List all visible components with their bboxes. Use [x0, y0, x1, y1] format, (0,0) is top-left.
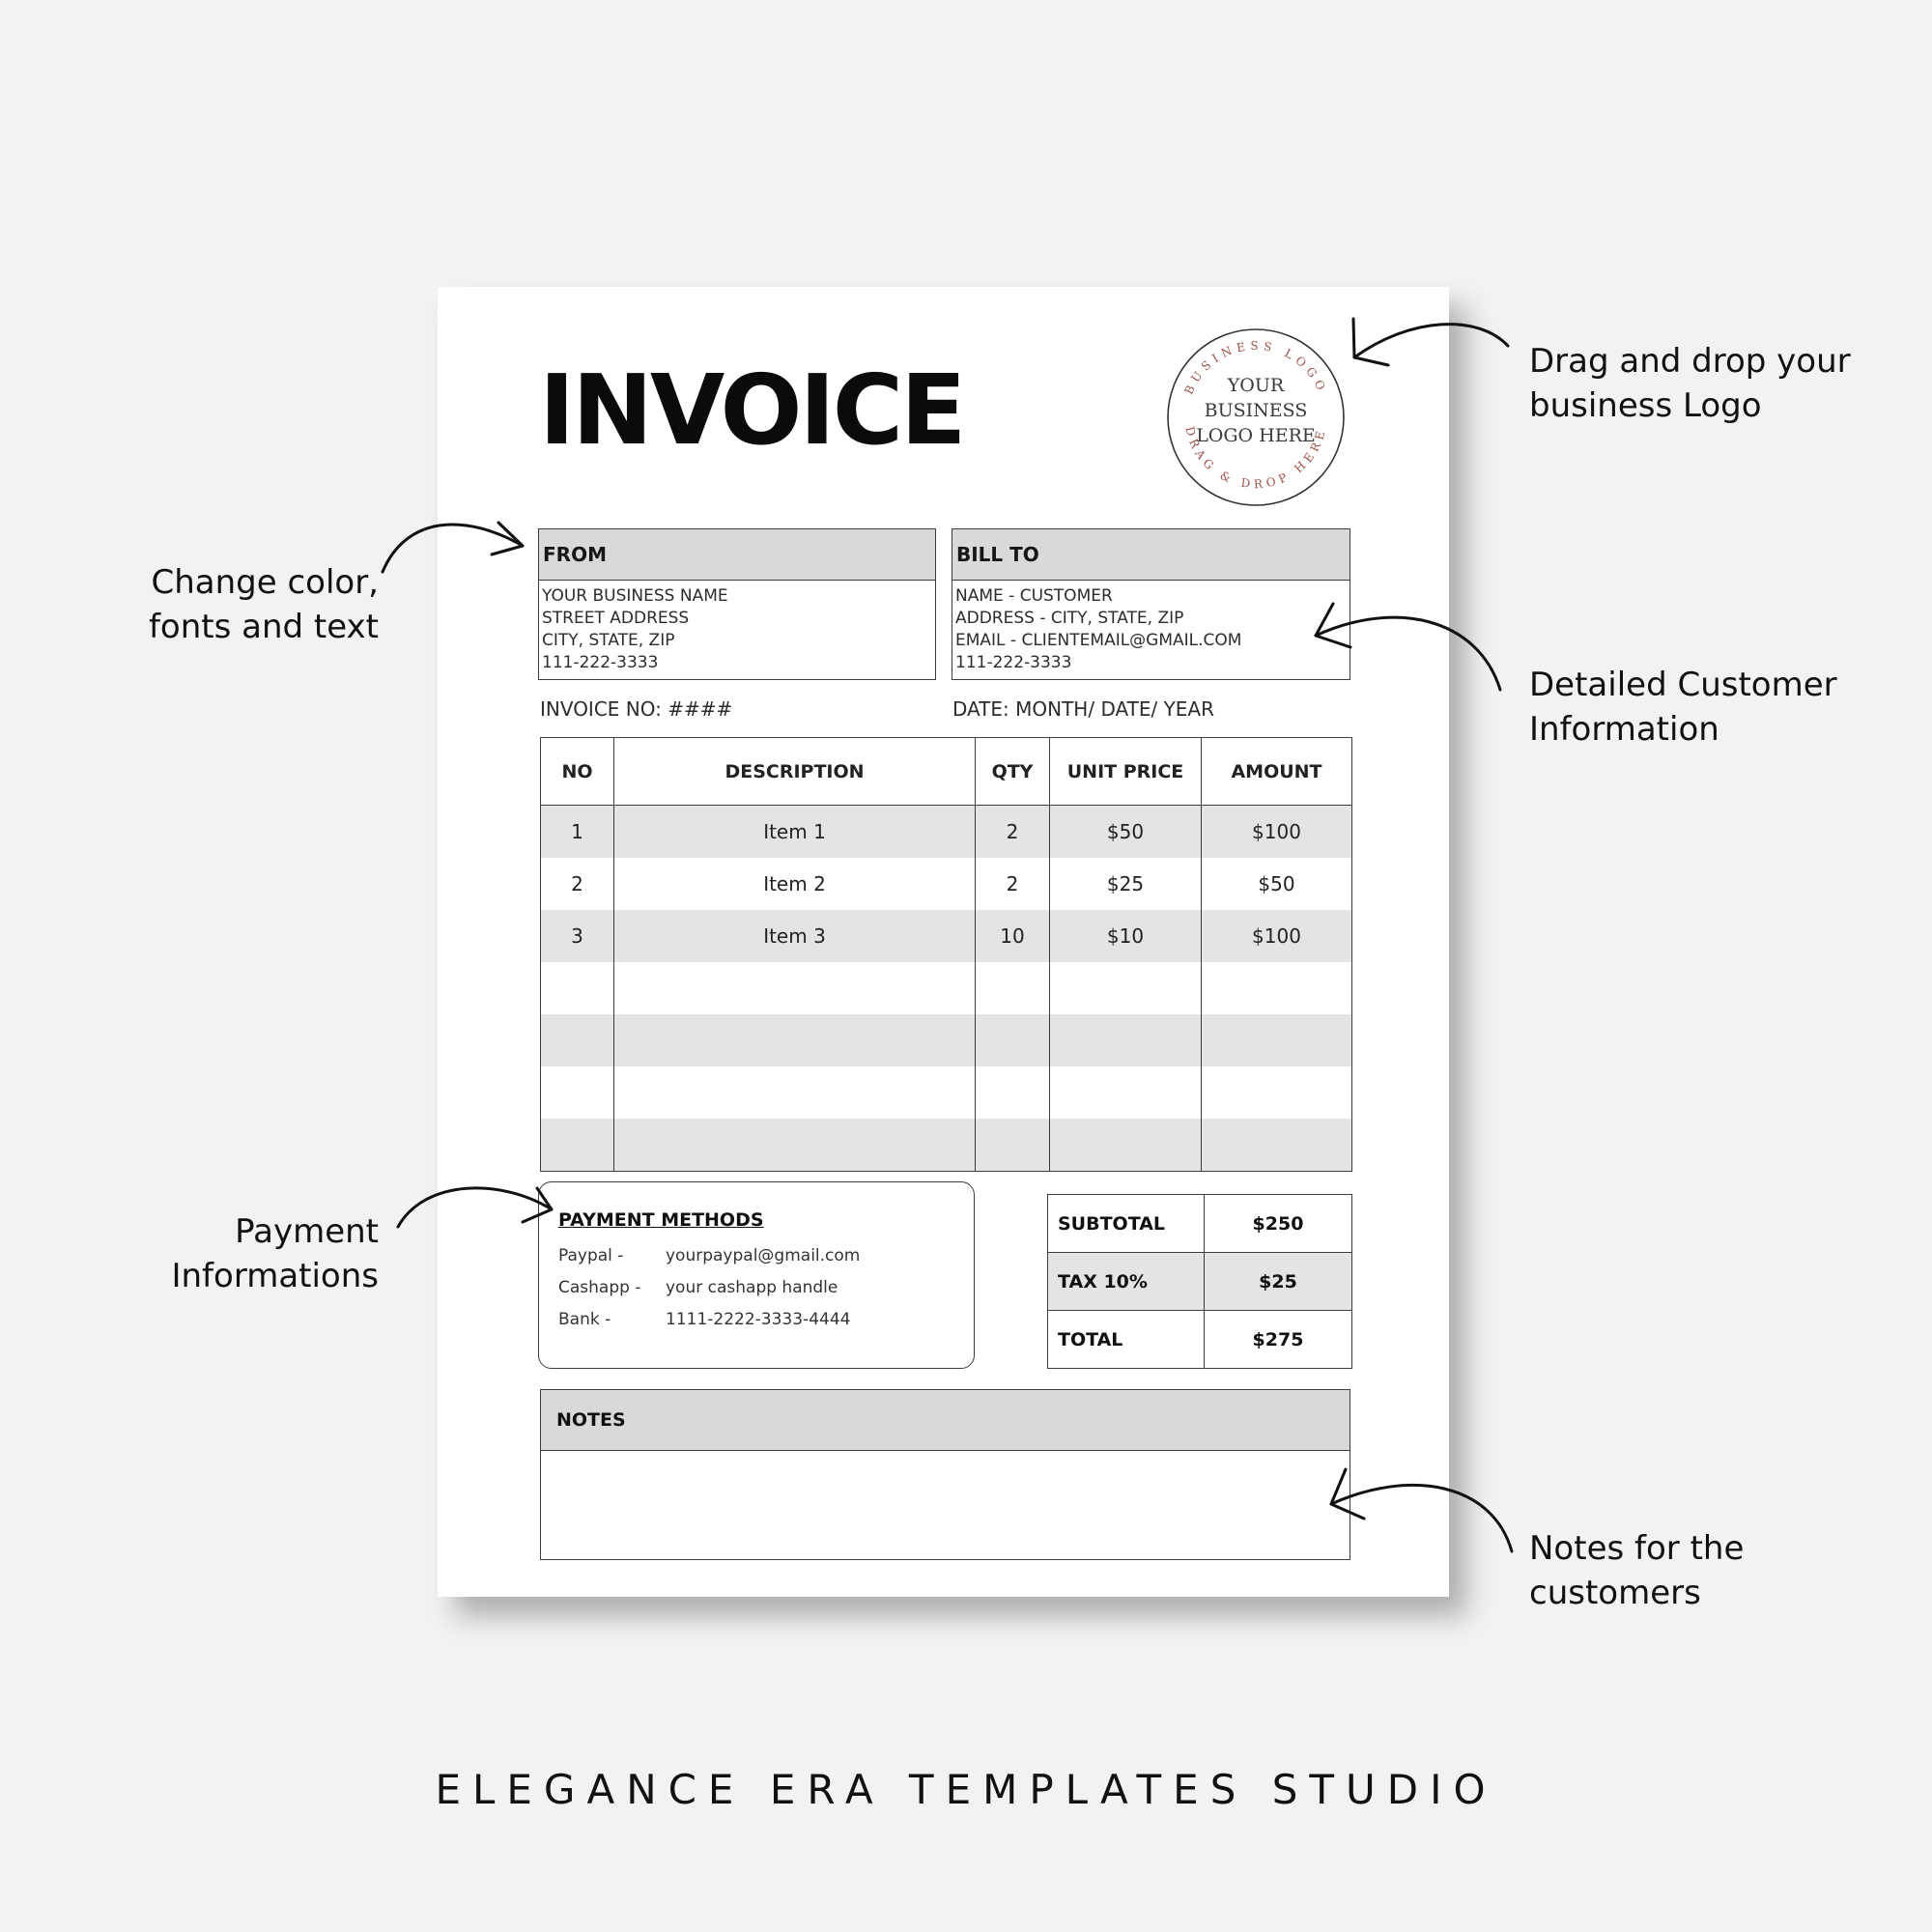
- from-heading: FROM: [539, 529, 935, 581]
- items-table: [540, 737, 1352, 1172]
- cell-description[interactable]: [614, 1014, 976, 1066]
- cell-qty[interactable]: 2: [976, 806, 1050, 859]
- cell-unit-price[interactable]: [1050, 1014, 1202, 1066]
- annotation-payment: Payment Informations: [171, 1212, 379, 1295]
- totals-table: [1047, 1194, 1352, 1369]
- invoice-title: INVOICE: [539, 354, 964, 467]
- col-no: NO: [541, 738, 614, 806]
- items-header-row: [541, 738, 1352, 806]
- payment-methods-title: PAYMENT METHODS: [558, 1209, 764, 1231]
- cell-no[interactable]: 1: [541, 806, 614, 859]
- cell-no[interactable]: 2: [541, 858, 614, 910]
- col-description: DESCRIPTION: [614, 738, 976, 806]
- cell-qty[interactable]: [976, 1014, 1050, 1066]
- cell-no[interactable]: [541, 962, 614, 1014]
- table-row[interactable]: [541, 1066, 1352, 1119]
- cell-description[interactable]: Item 1: [614, 806, 976, 859]
- payment-row-bank: Bank - 1111-2222-3333-4444: [558, 1310, 851, 1329]
- total-row: [1048, 1311, 1352, 1369]
- table-row[interactable]: [541, 1119, 1352, 1172]
- subtotal-row: [1048, 1195, 1352, 1253]
- cell-amount[interactable]: [1202, 1066, 1352, 1119]
- bill-to-heading: BILL TO: [952, 529, 1350, 581]
- invoice-date: DATE: MONTH/ DATE/ YEAR: [952, 697, 1214, 721]
- cell-description[interactable]: [614, 962, 976, 1014]
- table-row[interactable]: [541, 1014, 1352, 1066]
- cell-no[interactable]: [541, 1119, 614, 1172]
- col-amount: AMOUNT: [1202, 738, 1352, 806]
- cell-qty[interactable]: [976, 1066, 1050, 1119]
- cell-no[interactable]: [541, 1066, 614, 1119]
- cell-unit-price[interactable]: [1050, 1066, 1202, 1119]
- cell-description[interactable]: [614, 1066, 976, 1119]
- annotation-logo: Drag and drop your business Logo: [1529, 342, 1851, 425]
- cell-no[interactable]: [541, 1014, 614, 1066]
- annotation-style: Change color, fonts and text: [148, 563, 379, 646]
- payment-row-cashapp: Cashapp - your cashapp handle: [558, 1278, 838, 1297]
- cell-description[interactable]: Item 3: [614, 910, 976, 962]
- cell-qty[interactable]: [976, 962, 1050, 1014]
- bill-to-lines: NAME - CUSTOMER ADDRESS - CITY, STATE, ZIP EMAIL - CLIENTEMAIL@GMAIL.COM 111-222-3333: [955, 586, 1242, 672]
- cell-amount[interactable]: $50: [1202, 858, 1352, 910]
- annotation-customer: Detailed Customer Information: [1529, 666, 1837, 749]
- table-row[interactable]: [541, 806, 1352, 859]
- subtotal-value[interactable]: $250: [1205, 1195, 1352, 1253]
- total-value[interactable]: $275: [1205, 1311, 1352, 1369]
- cell-unit-price[interactable]: [1050, 1119, 1202, 1172]
- notes-box[interactable]: [540, 1389, 1350, 1560]
- tax-row: [1048, 1253, 1352, 1311]
- cell-amount[interactable]: [1202, 1119, 1352, 1172]
- studio-footer: ELEGANCE ERA TEMPLATES STUDIO: [435, 1766, 1497, 1813]
- cell-qty[interactable]: [976, 1119, 1050, 1172]
- notes-heading: NOTES: [541, 1390, 1350, 1451]
- cell-description[interactable]: [614, 1119, 976, 1172]
- table-row[interactable]: [541, 858, 1352, 910]
- cell-qty[interactable]: 10: [976, 910, 1050, 962]
- cell-amount[interactable]: [1202, 962, 1352, 1014]
- cell-amount[interactable]: $100: [1202, 806, 1352, 859]
- logo-ring-top: BUSINESS LOGO: [1181, 338, 1330, 397]
- annotation-notes: Notes for the customers: [1529, 1529, 1745, 1612]
- invoice-number: INVOICE NO: ####: [540, 697, 733, 721]
- cell-amount[interactable]: $100: [1202, 910, 1352, 962]
- table-row[interactable]: [541, 962, 1352, 1014]
- col-qty: QTY: [976, 738, 1050, 806]
- cell-amount[interactable]: [1202, 1014, 1352, 1066]
- subtotal-label: SUBTOTAL: [1048, 1195, 1205, 1253]
- payment-methods-box[interactable]: [538, 1181, 975, 1369]
- from-box[interactable]: [538, 528, 936, 680]
- col-unit-price: UNIT PRICE: [1050, 738, 1202, 806]
- logo-center-text: YOUR BUSINESS LOGO HERE: [1196, 375, 1316, 446]
- from-lines: YOUR BUSINESS NAME STREET ADDRESS CITY, STATE, ZIP 111-222-3333: [542, 586, 728, 672]
- bill-to-box[interactable]: [952, 528, 1350, 680]
- table-row[interactable]: [541, 910, 1352, 962]
- cell-unit-price[interactable]: $25: [1050, 858, 1202, 910]
- cell-unit-price[interactable]: [1050, 962, 1202, 1014]
- total-label: TOTAL: [1048, 1311, 1205, 1369]
- cell-unit-price[interactable]: $10: [1050, 910, 1202, 962]
- tax-label: TAX 10%: [1048, 1253, 1205, 1311]
- payment-row-paypal: Paypal - yourpaypal@gmail.com: [558, 1246, 861, 1265]
- cell-no[interactable]: 3: [541, 910, 614, 962]
- cell-qty[interactable]: 2: [976, 858, 1050, 910]
- cell-description[interactable]: Item 2: [614, 858, 976, 910]
- cell-unit-price[interactable]: $50: [1050, 806, 1202, 859]
- tax-value[interactable]: $25: [1205, 1253, 1352, 1311]
- logo-ring-bottom: DRAG & DROP HERE: [1182, 425, 1329, 492]
